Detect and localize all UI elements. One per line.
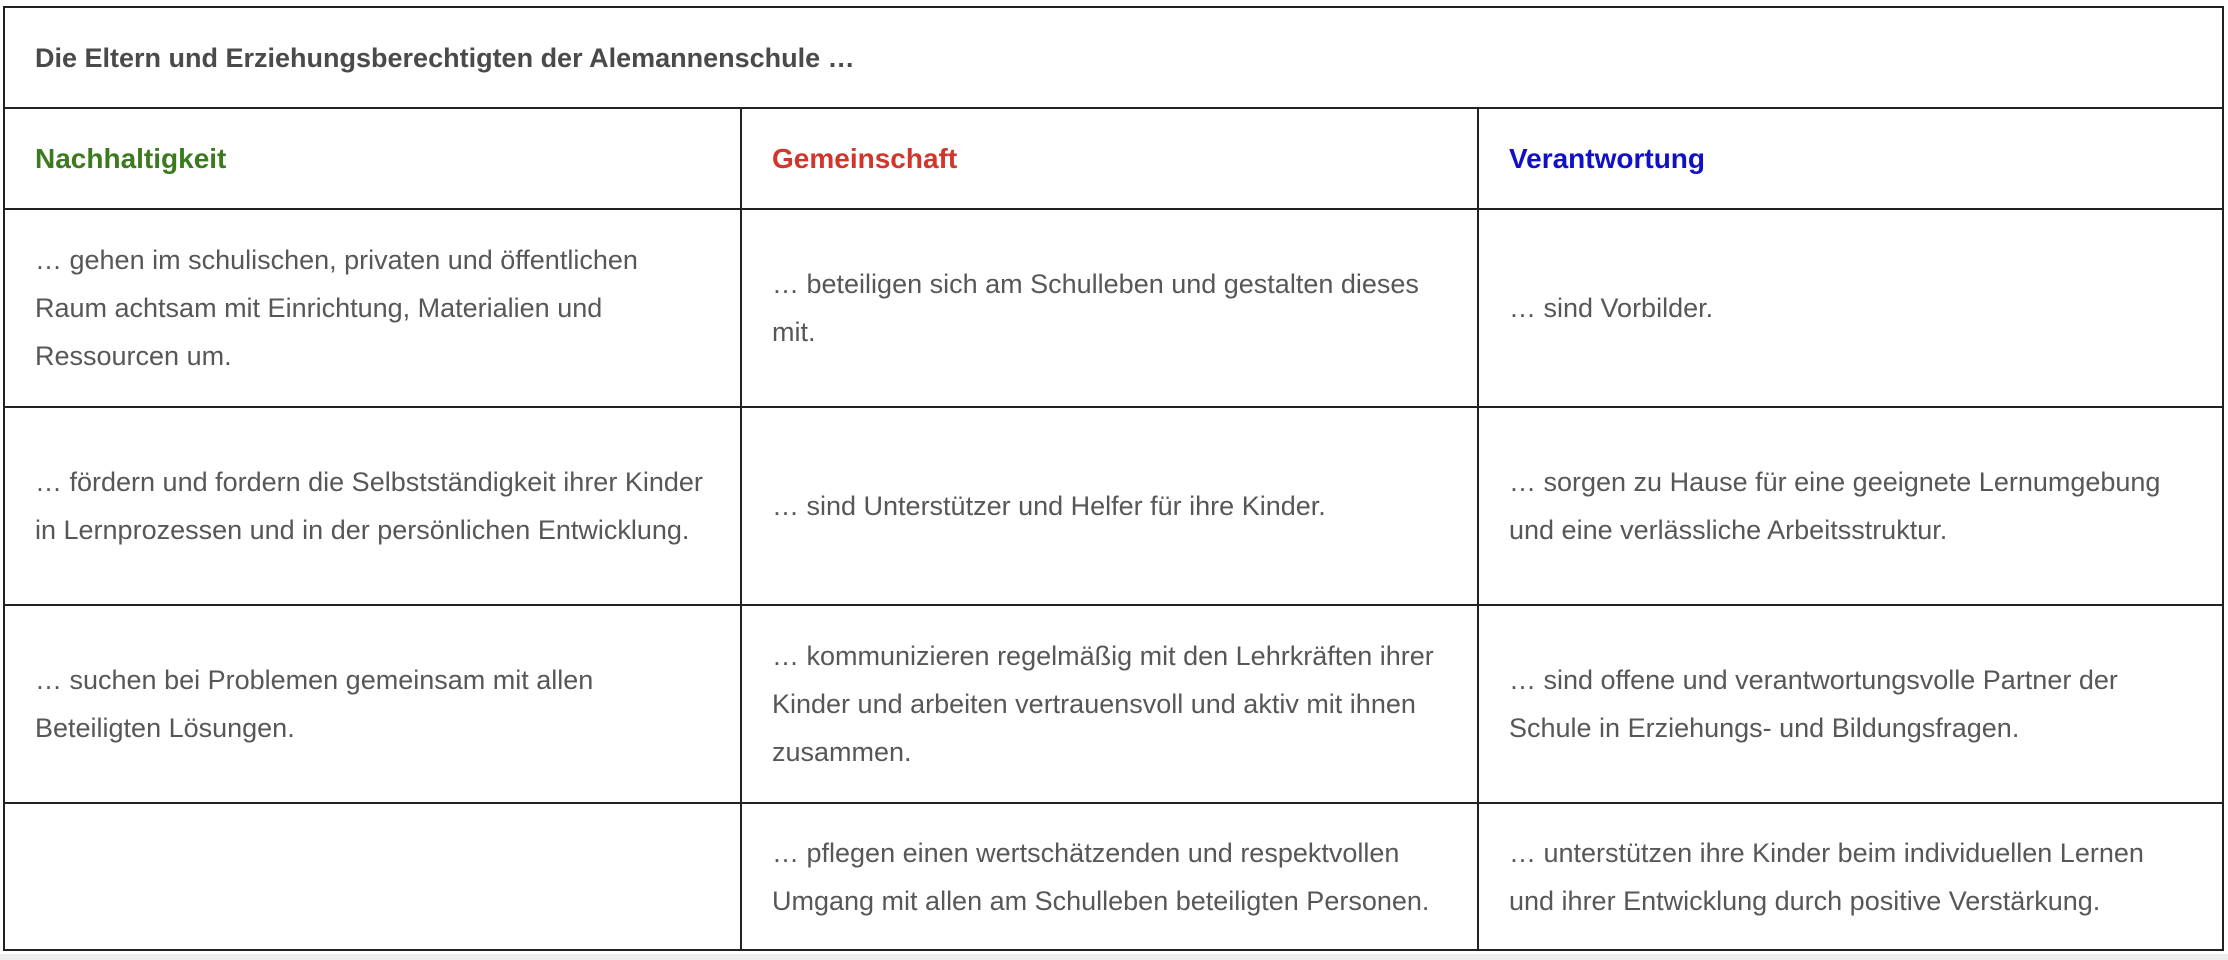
table-cell: … beteiligen sich am Schulleben und gestalten dieses mit. xyxy=(741,209,1478,407)
table-header-row xyxy=(4,108,2223,209)
table-cell: … fördern und fordern die Selbstständigkeit ihrer Kinder in Lernprozessen und in der persönlichen Entwicklung. xyxy=(4,407,741,605)
table-cell: … sorgen zu Hause für eine geeignete Lernumgebung und eine verlässliche Arbeitsstruktur. xyxy=(1478,407,2223,605)
values-table xyxy=(3,6,2224,951)
header-nachhaltigkeit: Nachhaltigkeit xyxy=(4,108,741,209)
table-cell: … pflegen einen wertschätzenden und respektvollen Umgang mit allen am Schulleben beteiligten Personen. xyxy=(741,803,1478,950)
header-gemeinschaft: Gemeinschaft xyxy=(741,108,1478,209)
bottom-strip xyxy=(0,954,2228,960)
table-cell: … sind Vorbilder. xyxy=(1478,209,2223,407)
table-title-row xyxy=(4,7,2223,108)
table-cell: … sind Unterstützer und Helfer für ihre Kinder. xyxy=(741,407,1478,605)
table-cell-empty xyxy=(4,803,741,950)
table-cell: … unterstützen ihre Kinder beim individuellen Lernen und ihrer Entwicklung durch positive Verstärkung. xyxy=(1478,803,2223,950)
table-row xyxy=(4,803,2223,950)
table-cell: … sind offene und verantwortungsvolle Partner der Schule in Erziehungs- und Bildungsfragen. xyxy=(1478,605,2223,803)
table-cell: … suchen bei Problemen gemeinsam mit allen Beteiligten Lösungen. xyxy=(4,605,741,803)
table-title: Die Eltern und Erziehungsberechtigten der Alemannenschule … xyxy=(4,7,2223,108)
table-row xyxy=(4,407,2223,605)
table-row xyxy=(4,605,2223,803)
table-cell: … kommunizieren regelmäßig mit den Lehrkräften ihrer Kinder und arbeiten vertrauensvoll und aktiv mit ihnen zusammen. xyxy=(741,605,1478,803)
table-cell: … gehen im schulischen, privaten und öffentlichen Raum achtsam mit Einrichtung, Materialien und Ressourcen um. xyxy=(4,209,741,407)
header-verantwortung: Verantwortung xyxy=(1478,108,2223,209)
table-row xyxy=(4,209,2223,407)
